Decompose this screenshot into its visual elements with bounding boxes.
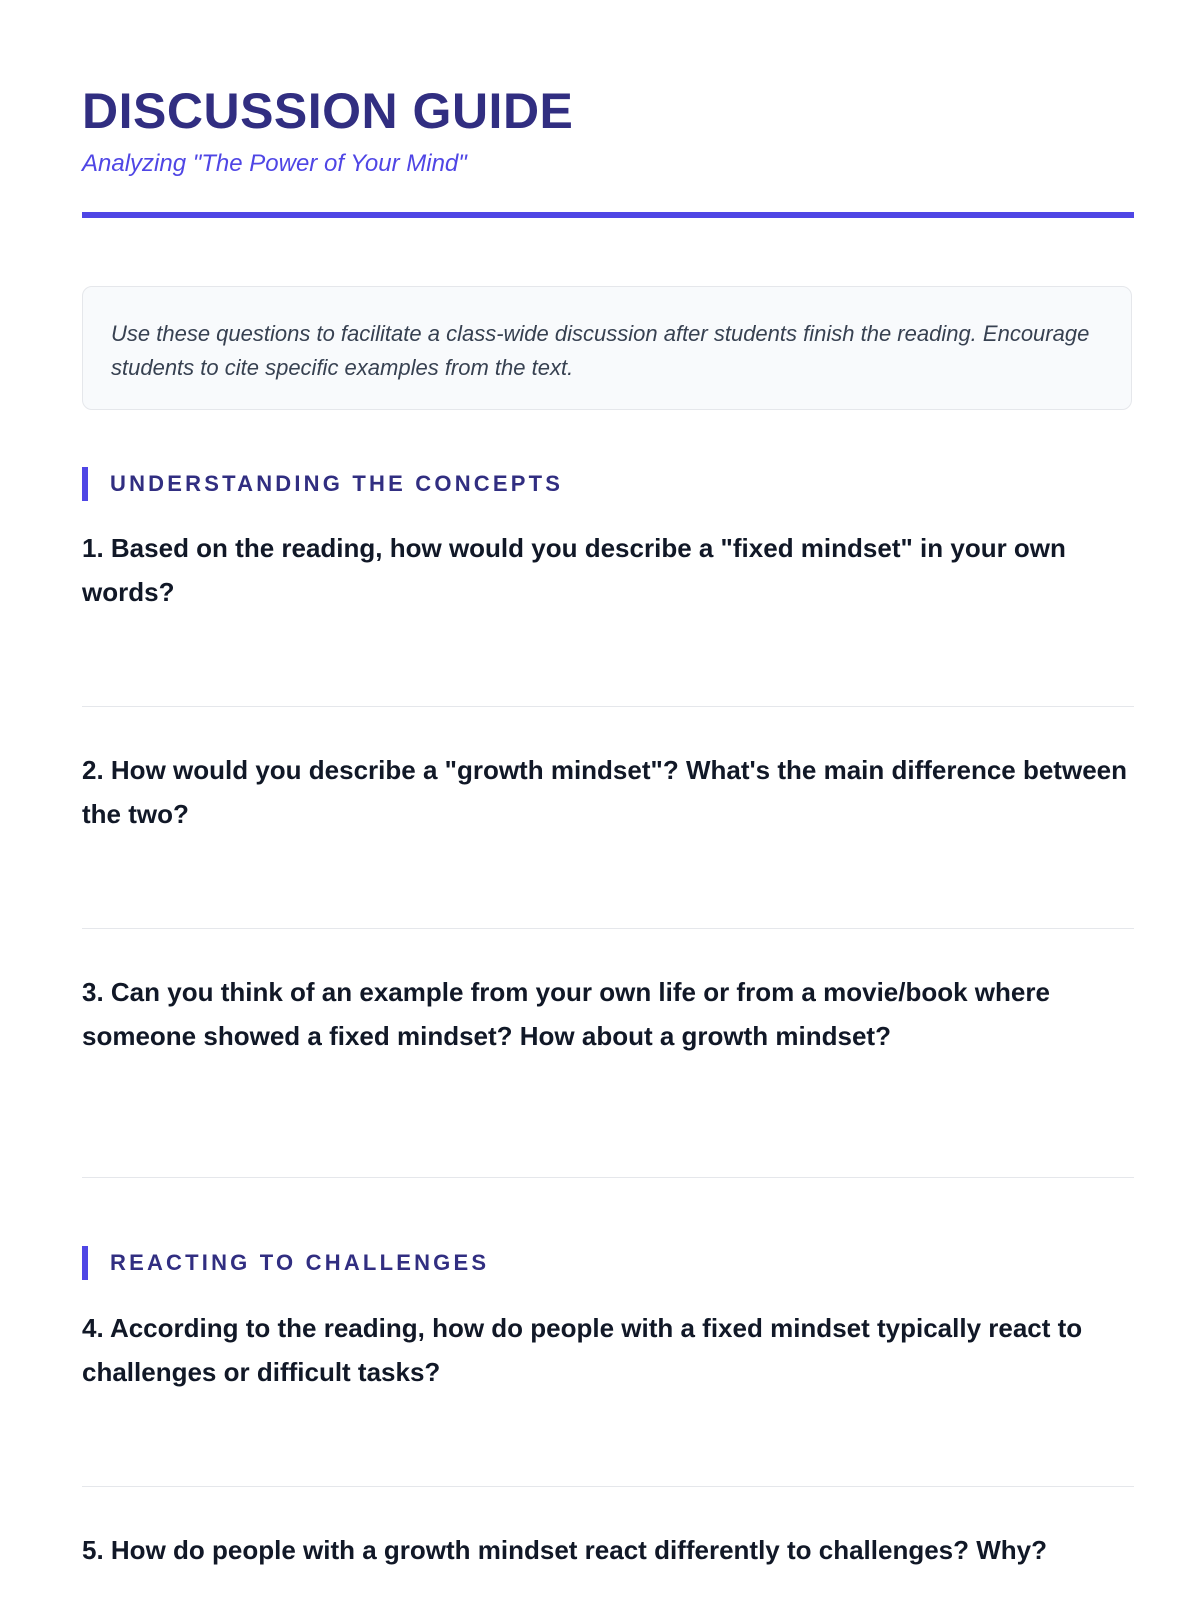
page-subtitle: Analyzing "The Power of Your Mind" bbox=[82, 150, 467, 177]
answer-divider bbox=[82, 1177, 1134, 1178]
section-header-understanding-concepts bbox=[82, 467, 563, 501]
title-divider bbox=[82, 212, 1134, 218]
question-item bbox=[82, 970, 1134, 1058]
question-text: 5. How do people with a growth mindset react differently to challenges? Why? bbox=[82, 1535, 1047, 1565]
question-text: 3. Can you think of an example from your own life or from a movie/book where someone showed a fixed mindset? How about a growth mindset? bbox=[82, 977, 1050, 1051]
question-text: 4. According to the reading, how do people with a fixed mindset typically react to challenges or difficult tasks? bbox=[82, 1313, 1083, 1387]
answer-divider bbox=[82, 928, 1134, 929]
section-header-reacting-challenges bbox=[82, 1246, 489, 1280]
question-item bbox=[82, 748, 1134, 836]
answer-divider bbox=[82, 1486, 1134, 1487]
question-item bbox=[82, 526, 1134, 614]
question-item bbox=[82, 1528, 1134, 1572]
question-text: 1. Based on the reading, how would you describe a "fixed mindset" in your own words? bbox=[82, 533, 1066, 607]
section-accent-bar bbox=[82, 1246, 88, 1280]
section-accent-bar bbox=[82, 467, 88, 501]
section-label: UNDERSTANDING THE CONCEPTS bbox=[110, 471, 564, 496]
page-title: DISCUSSION GUIDE bbox=[82, 83, 574, 139]
answer-divider bbox=[82, 706, 1134, 707]
intro-text: Use these questions to facilitate a class-wide discussion after students finish the reading. Encourage students to cite specific examples from the text. bbox=[111, 321, 1090, 380]
question-item bbox=[82, 1306, 1134, 1394]
question-text: 2. How would you describe a "growth mindset"? What's the main difference between the two? bbox=[82, 755, 1127, 829]
section-label: REACTING TO CHALLENGES bbox=[110, 1250, 490, 1275]
intro-box bbox=[82, 286, 1132, 410]
